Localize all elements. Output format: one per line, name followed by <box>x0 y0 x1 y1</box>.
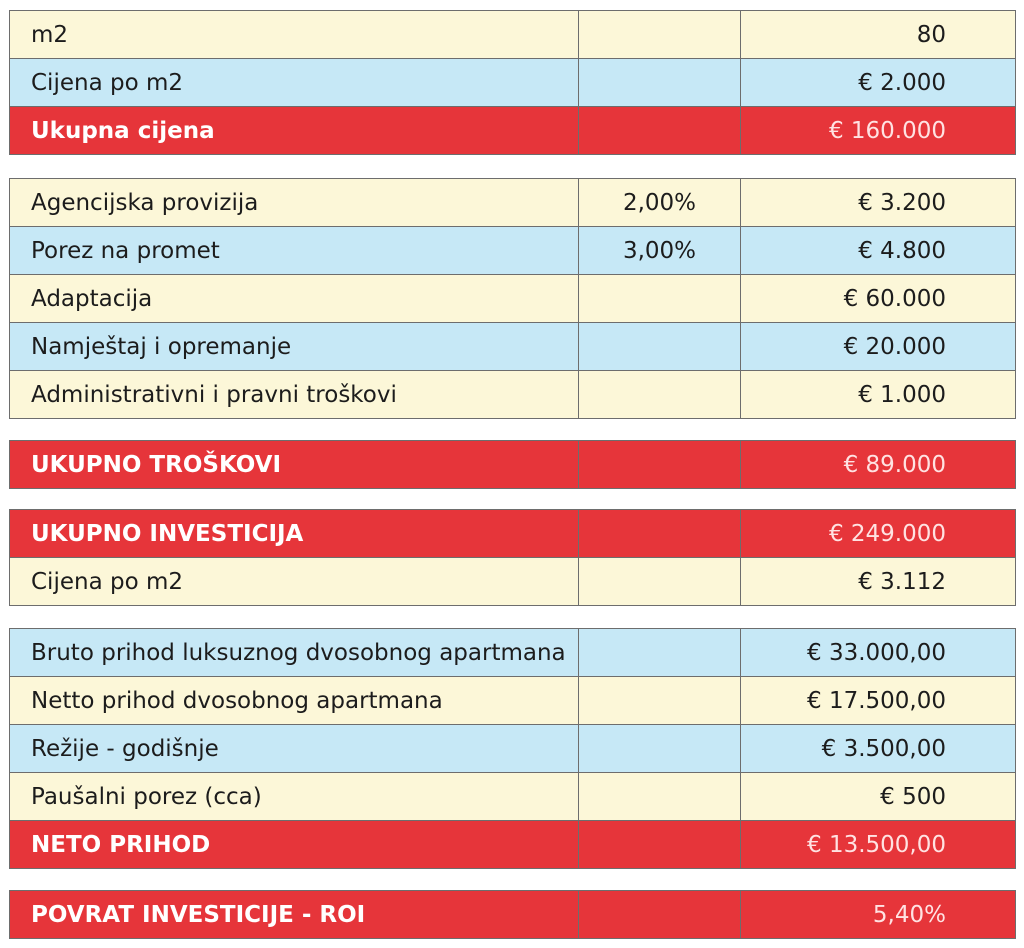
row-label: UKUPNO INVESTICIJA <box>10 510 579 558</box>
row-label: Paušalni porez (cca) <box>10 773 579 821</box>
row-value: € 13.500,00 <box>741 821 1016 869</box>
roi-table <box>9 890 1016 939</box>
row-percent <box>579 821 741 869</box>
row-value: € 17.500,00 <box>741 677 1016 725</box>
row-value: € 3.112 <box>741 558 1016 606</box>
row-percent <box>579 629 741 677</box>
row-value: € 500 <box>741 773 1016 821</box>
row-value: € 2.000 <box>741 59 1016 107</box>
row-label: UKUPNO TROŠKOVI <box>10 441 579 489</box>
total-investment-table <box>9 509 1016 606</box>
row-percent <box>579 323 741 371</box>
table-row <box>10 11 1016 59</box>
row-value: € 4.800 <box>741 227 1016 275</box>
row-value: € 60.000 <box>741 275 1016 323</box>
row-value: € 3.500,00 <box>741 725 1016 773</box>
purchase-table <box>9 10 1016 155</box>
table-row <box>10 629 1016 677</box>
table-row <box>10 677 1016 725</box>
income-table <box>9 628 1016 869</box>
table-row <box>10 510 1016 558</box>
row-value: 80 <box>741 11 1016 59</box>
table-row <box>10 821 1016 869</box>
row-label: Netto prihod dvosobnog apartmana <box>10 677 579 725</box>
table-row <box>10 179 1016 227</box>
row-label: Bruto prihod luksuznog dvosobnog apartmana <box>10 629 579 677</box>
row-percent <box>579 441 741 489</box>
row-label: m2 <box>10 11 579 59</box>
row-label: POVRAT INVESTICIJE - ROI <box>10 891 579 939</box>
row-label: Adaptacija <box>10 275 579 323</box>
row-label: Cijena po m2 <box>10 59 579 107</box>
row-percent <box>579 725 741 773</box>
row-percent <box>579 677 741 725</box>
row-percent <box>579 371 741 419</box>
row-percent: 2,00% <box>579 179 741 227</box>
row-value: € 1.000 <box>741 371 1016 419</box>
row-value: € 160.000 <box>741 107 1016 155</box>
row-value: € 20.000 <box>741 323 1016 371</box>
table-row <box>10 323 1016 371</box>
table-row <box>10 275 1016 323</box>
row-value: € 33.000,00 <box>741 629 1016 677</box>
row-value: € 89.000 <box>741 441 1016 489</box>
row-percent <box>579 59 741 107</box>
table-row <box>10 891 1016 939</box>
row-percent <box>579 773 741 821</box>
row-value: € 249.000 <box>741 510 1016 558</box>
total-costs-table <box>9 440 1016 489</box>
row-label: Namještaj i opremanje <box>10 323 579 371</box>
row-label: Agencijska provizija <box>10 179 579 227</box>
row-label: NETO PRIHOD <box>10 821 579 869</box>
row-percent: 3,00% <box>579 227 741 275</box>
row-label: Režije - godišnje <box>10 725 579 773</box>
row-percent <box>579 11 741 59</box>
row-label: Administrativni i pravni troškovi <box>10 371 579 419</box>
row-value: 5,40% <box>741 891 1016 939</box>
row-value: € 3.200 <box>741 179 1016 227</box>
table-row <box>10 107 1016 155</box>
table-row <box>10 371 1016 419</box>
row-label: Cijena po m2 <box>10 558 579 606</box>
row-percent <box>579 510 741 558</box>
row-percent <box>579 891 741 939</box>
row-label: Ukupna cijena <box>10 107 579 155</box>
table-row <box>10 227 1016 275</box>
table-row <box>10 441 1016 489</box>
table-row <box>10 558 1016 606</box>
row-label: Porez na promet <box>10 227 579 275</box>
table-row <box>10 725 1016 773</box>
row-percent <box>579 558 741 606</box>
table-row <box>10 59 1016 107</box>
costs-table <box>9 178 1016 419</box>
table-row <box>10 773 1016 821</box>
row-percent <box>579 107 741 155</box>
row-percent <box>579 275 741 323</box>
